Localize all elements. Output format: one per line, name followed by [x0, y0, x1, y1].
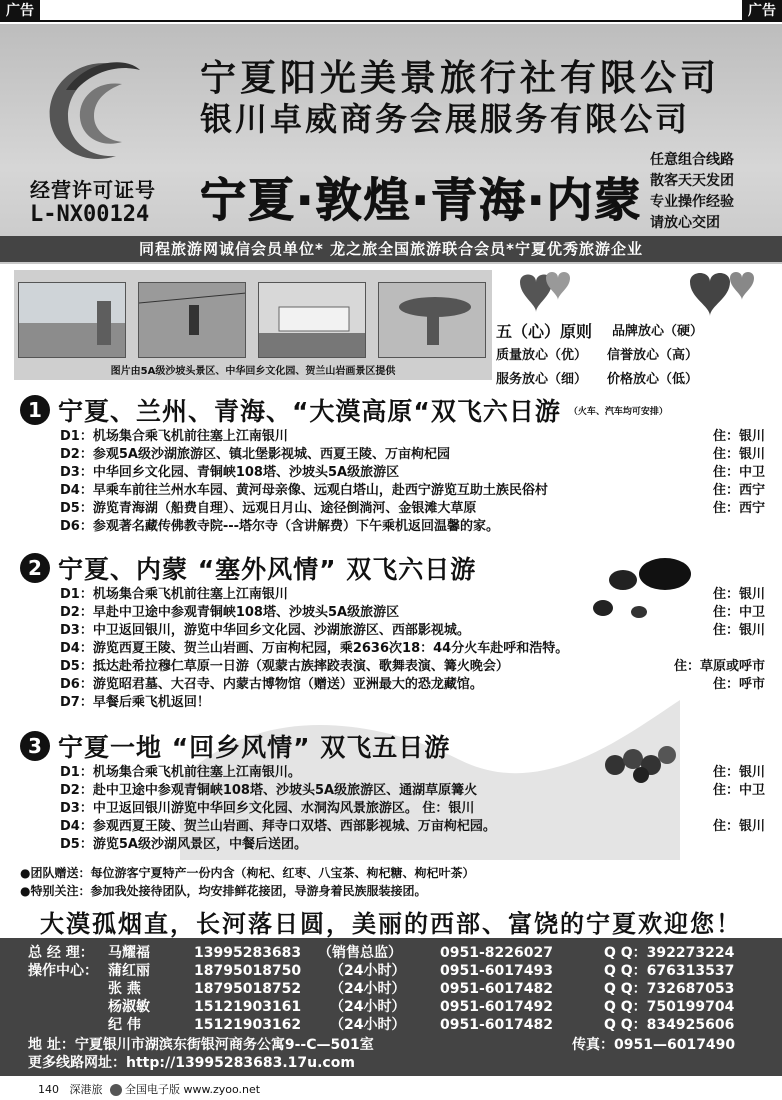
itinerary-day: D1：机场集合乘飞机前往塞上江南银川 住：银川 — [60, 429, 765, 444]
itinerary-day: D2：赴中卫途中参观青铜峡108塔、沙坡头5A级旅游区、通湖草原篝火 住：中卫 — [60, 783, 765, 798]
itinerary-day: D4：早乘车前往兰州水车园、黄河母亲像、远观白塔山，赴西宁游览互助土族民俗村 住：西宁 — [60, 483, 765, 498]
route-number: 1 — [20, 395, 50, 425]
photo-rock — [378, 282, 486, 358]
header-banner — [0, 24, 782, 264]
itinerary-day: D5：游览青海湖（船费自理）、远观日月山、途径倒淌河、金银滩大草原 住：西宁 — [60, 501, 765, 516]
itinerary-day: D4：游览西夏王陵、贺兰山岩画、万亩枸杞园，乘2636次18：44分火车赴呼和浩特。 — [60, 641, 569, 656]
principle-item: 品牌放心（硬） — [612, 324, 704, 339]
route-title: 宁夏、兰州、青海、“大漠高原“双飞六日游 — [58, 397, 561, 426]
publication-name: 深港旅 — [69, 1083, 103, 1096]
license-number: L-NX00124 — [30, 202, 150, 227]
itinerary-day: D4：参观西夏王陵、贺兰山岩画、拜寺口双塔、西部影视城、万亩枸杞园。 住：银川 — [60, 819, 765, 834]
contact-row: 总 经 理： 马耀福 13995283683 （销售总监） 0951-8226027 Q Q：392273224 — [28, 945, 735, 961]
itinerary-day: D2：参观5A级沙湖旅游区、镇北堡影视城、西夏王陵、万亩枸杞园 住：银川 — [60, 447, 765, 462]
address-row — [0, 1036, 782, 1054]
top-rule — [0, 20, 782, 22]
principle-item: 信誉放心（高） — [607, 348, 699, 363]
tagline: 专业操作经验 — [650, 194, 734, 210]
tagline: 散客天天发团 — [650, 173, 734, 189]
route-number: 3 — [20, 731, 50, 761]
itinerary-day: D6：游览昭君墓、大召寺、内蒙古博物馆（赠送）亚洲最大的恐龙藏馆。 住：呼市 — [60, 677, 765, 692]
company-name-1: 宁夏阳光美景旅行社有限公司 — [200, 58, 721, 99]
route-3 — [20, 728, 765, 854]
photo-zipline — [138, 282, 246, 358]
route-title: 宁夏、内蒙 “塞外风情” 双飞六日游 — [58, 555, 477, 584]
itinerary-day: D5：抵达赴希拉穆仁草原一日游（观蒙古族摔跤表演、歌舞表演、篝火晚会） 住：草原或呼市 — [60, 659, 765, 674]
destinations-title: 宁夏·敦煌·青海·内蒙 — [200, 173, 643, 227]
principle-item: 价格放心（低） — [607, 372, 699, 387]
itinerary-day: D5：游览5A级沙湖风景区，中餐后送团。 — [60, 837, 307, 852]
principle-item: 服务放心（细） — [496, 372, 588, 387]
gm-label: 总 经 理： — [28, 945, 94, 961]
edition-text: 全国电子版 www.zyoo.net — [125, 1083, 261, 1096]
ad-tag-left: 广告 — [0, 0, 40, 22]
itinerary-day: D1：机场集合乘飞机前往塞上江南银川。 住：银川 — [60, 765, 765, 780]
itinerary-day: D3：中华回乡文化园、青铜峡108塔、沙坡头5A级旅游区 住：中卫 — [60, 465, 765, 480]
contact-row: 纪 伟 15121903162 （24小时） 0951-6017482 Q Q：834925606 — [108, 1017, 735, 1033]
contact-row: 杨淑敏 15121903161 （24小时） 0951-6017492 Q Q：750199704 — [108, 999, 735, 1015]
ad-tag-right: 广告 — [742, 0, 782, 22]
special-notes — [20, 864, 474, 900]
note-line: ●特别关注：参加我处接待团队，均安排鲜花接团，导游身着民族服装接团。 — [20, 884, 427, 898]
address: 地 址：宁夏银川市湖滨东街银河商务公寓9--C—501室 — [28, 1037, 374, 1053]
hearts-decoration — [500, 268, 772, 318]
photo-sand-lake — [18, 282, 126, 358]
itinerary-day: D1：机场集合乘飞机前往塞上江南银川 住：银川 — [60, 587, 765, 602]
tagline: 任意组合线路 — [650, 152, 734, 168]
itinerary-day: D3：中卫返回银川游览中华回乡文化园、水洞沟风景旅游区。 住：银川 — [60, 801, 475, 816]
license-label: 经营许可证号 — [30, 178, 156, 202]
photo-strip — [14, 270, 492, 380]
company-logo — [36, 50, 148, 170]
route-number: 2 — [20, 553, 50, 583]
note-line: ●团队赠送：每位游客宁夏特产一份内含（枸杞、红枣、八宝茶、枸杞糖、枸杞叶茶） — [20, 866, 475, 880]
tagline: 请放心交团 — [650, 215, 720, 231]
contact-panel — [0, 938, 782, 1076]
edition-icon — [110, 1084, 122, 1096]
itinerary-day: D7：早餐后乘飞机返回！ — [60, 695, 210, 710]
contact-row: 张 燕 18795018752 （24小时） 0951-6017482 Q Q：732687053 — [108, 981, 735, 997]
principle-item: 质量放心（优） — [496, 348, 588, 363]
route-note: （火车、汽车均可安排） — [568, 406, 668, 417]
taglines — [650, 150, 734, 234]
route-1 — [20, 392, 765, 536]
photo-credit: 图片由5A级沙坡头景区、中华回乡文化园、贺兰山岩画景区提供 — [110, 366, 396, 377]
contact-row: 操作中心： 蒲红丽 18795018750 （24小时） 0951-6017493 Q Q：676313537 — [28, 963, 735, 979]
page-footer — [0, 1080, 782, 1100]
route-title: 宁夏一地 “回乡风情” 双飞五日游 — [58, 733, 451, 762]
page-number: 140 — [38, 1083, 59, 1096]
photo-palace — [258, 282, 366, 358]
ops-label: 操作中心： — [28, 963, 98, 979]
five-principles — [496, 320, 703, 392]
membership-bar: 同程旅游网诚信会员单位* 龙之旅全国旅游联合会员*宁夏优秀旅游企业 — [0, 236, 782, 262]
itinerary-day: D6：参观著名藏传佛教寺院---塔尔寺（含讲解费）下午乘机返回温馨的家。 — [60, 519, 500, 534]
slogan: 大漠孤烟直，长河落日圆，美丽的西部、富饶的宁夏欢迎您！ — [40, 909, 742, 938]
website-link[interactable]: 更多线路网址：http://13995283683.17u.com — [28, 1055, 355, 1071]
fax: 传真：0951—6017490 — [572, 1037, 736, 1053]
itinerary-day: D2：早赴中卫途中参观青铜峡108塔、沙坡头5A级旅游区 住：中卫 — [60, 605, 765, 620]
route-2 — [20, 550, 765, 712]
company-name-2: 银川卓威商务会展服务有限公司 — [200, 100, 691, 138]
principles-title: 五（心）原则 — [496, 322, 593, 341]
itinerary-day: D3：中卫返回银川，游览中华回乡文化园、沙湖旅游区、西部影视城。 住：银川 — [60, 623, 765, 638]
website-row — [0, 1054, 782, 1072]
